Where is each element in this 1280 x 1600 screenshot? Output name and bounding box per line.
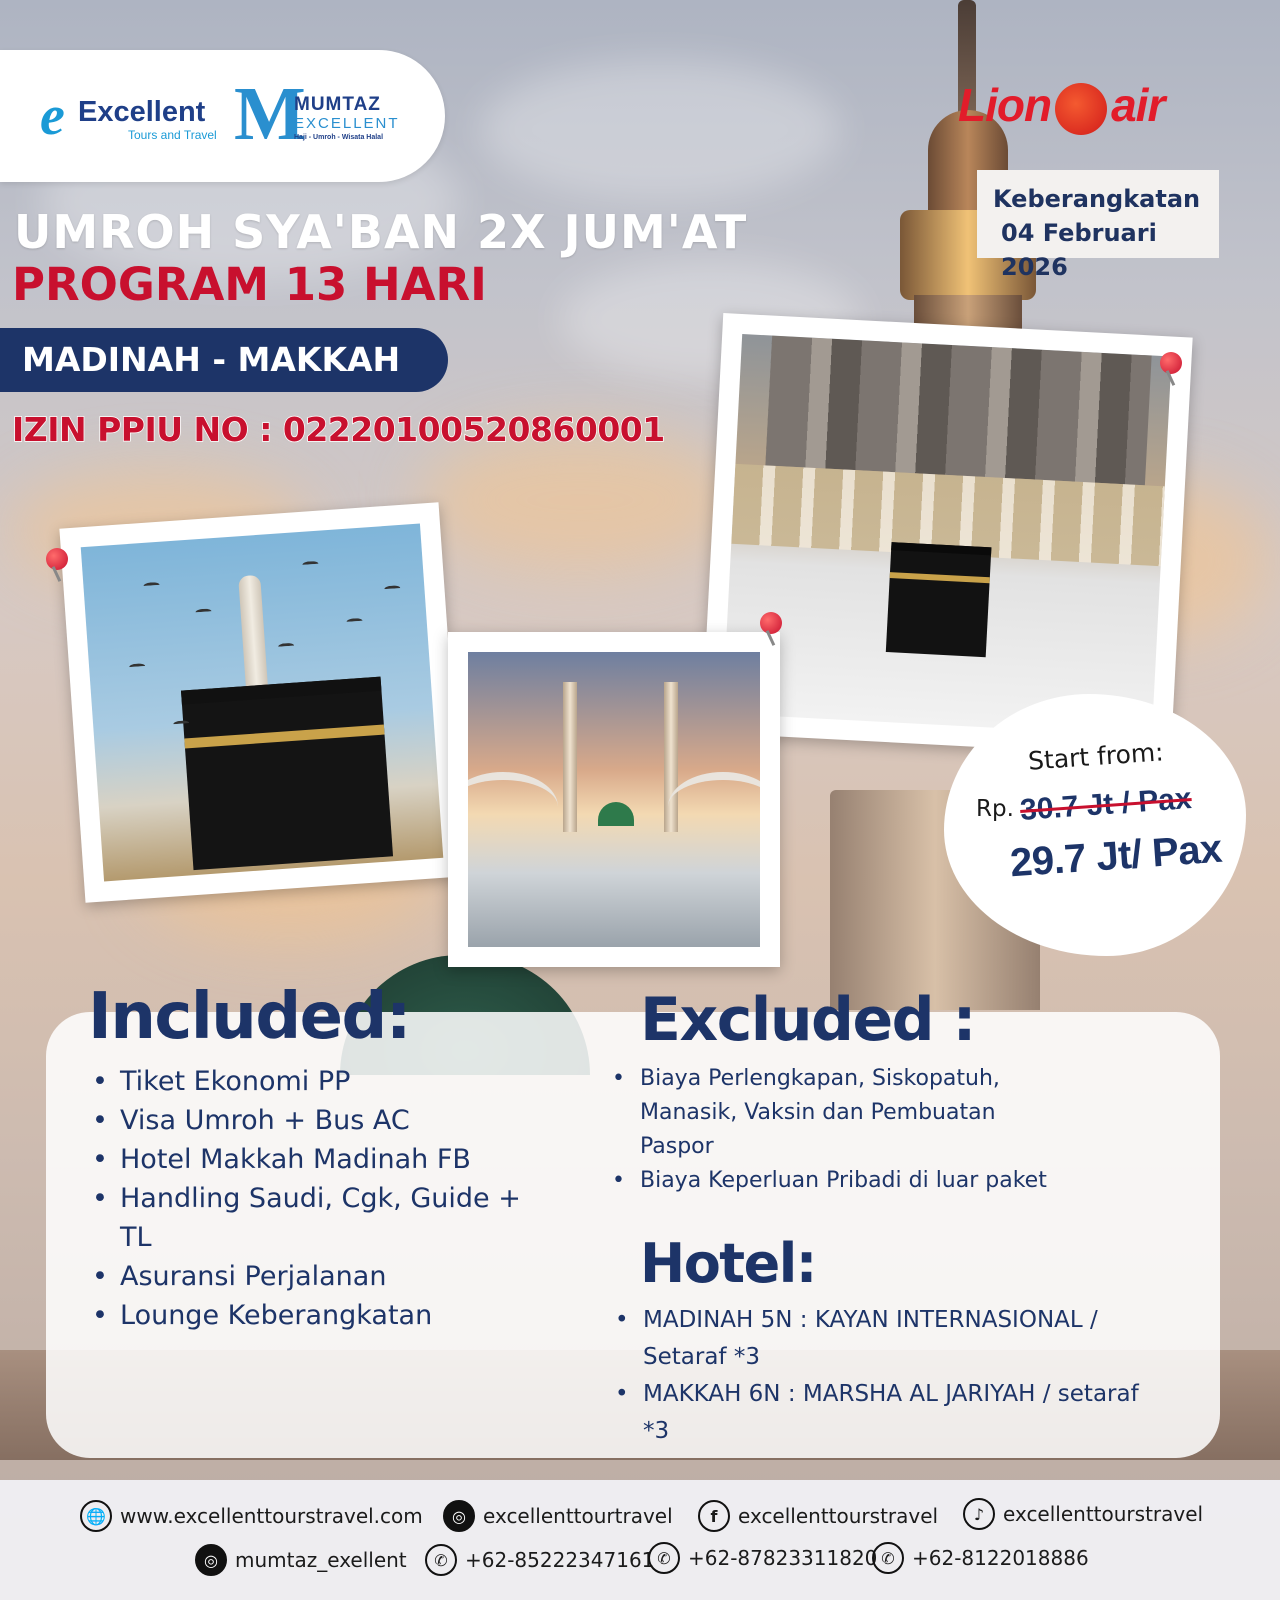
- instagram-link[interactable]: ◎ excellenttourtravel: [443, 1500, 673, 1532]
- phone-link-2[interactable]: ✆ +62-87823311820: [648, 1542, 877, 1574]
- excluded-heading: Excluded :: [640, 985, 976, 1055]
- program-title: UMROH SYA'BAN 2X JUM'AT: [14, 205, 748, 259]
- departure-box: [977, 170, 1219, 281]
- departure-date: 04 Februari 2026: [1001, 219, 1157, 281]
- list-item: • MAKKAH 6N : MARSHA AL JARIYAH / setaraf *3: [643, 1376, 1163, 1450]
- phone-link-1[interactable]: ✆ +62-85222347161: [425, 1544, 654, 1576]
- list-item: • Handling Saudi, Cgk, Guide + TL: [120, 1179, 550, 1257]
- ppiu-license: IZIN PPIU NO : 02220100520860001: [12, 410, 665, 449]
- excellent-logo: e Excellent Tours and Travel: [40, 85, 217, 147]
- contact-footer: [0, 1480, 1280, 1600]
- pin-icon: [1160, 352, 1182, 374]
- photo-kaaba-birds: [59, 502, 464, 903]
- phone-icon: ✆: [425, 1544, 457, 1576]
- pin-icon: [760, 612, 782, 634]
- route-banner: [0, 328, 448, 392]
- lion-head-icon: [1055, 83, 1107, 135]
- list-item: • Tiket Ekonomi PP: [120, 1062, 550, 1101]
- hotel-list: [643, 1302, 1163, 1450]
- instagram-icon: ◎: [195, 1544, 227, 1576]
- phone-icon: ✆: [648, 1542, 680, 1574]
- old-price: 30.7 Jt / Pax: [1019, 782, 1193, 827]
- list-item: • Asuransi Perjalanan: [120, 1257, 550, 1296]
- facebook-link[interactable]: f excellenttourstravel: [698, 1500, 938, 1532]
- phone-link-3[interactable]: ✆ +62-8122018886: [872, 1542, 1089, 1574]
- instagram-icon: ◎: [443, 1500, 475, 1532]
- departure-label: Keberangkatan: [993, 185, 1201, 213]
- list-item: • Lounge Keberangkatan: [120, 1296, 550, 1335]
- list-item: • Hotel Makkah Madinah FB: [120, 1140, 550, 1179]
- logo-panel: [0, 50, 445, 182]
- included-list: [120, 1062, 550, 1335]
- tiktok-icon: ♪: [963, 1498, 995, 1530]
- price-label: Start from:: [1027, 737, 1165, 776]
- pin-icon: [46, 548, 68, 570]
- price-currency: Rp.: [976, 796, 1014, 822]
- list-item: • Biaya Perlengkapan, Siskopatuh, Manasik, Vaksin dan Pembuatan Paspor: [640, 1062, 1060, 1164]
- program-duration: PROGRAM 13 HARI: [12, 258, 487, 311]
- globe-icon: 🌐: [80, 1500, 112, 1532]
- price-badge: [950, 700, 1240, 950]
- phone-icon: ✆: [872, 1542, 904, 1574]
- hotel-heading: Hotel:: [640, 1232, 816, 1295]
- facebook-icon: f: [698, 1500, 730, 1532]
- list-item: • MADINAH 5N : KAYAN INTERNASIONAL / Setaraf *3: [643, 1302, 1163, 1376]
- excluded-list: [640, 1062, 1060, 1198]
- included-heading: Included:: [88, 980, 410, 1054]
- list-item: • Biaya Keperluan Pribadi di luar paket: [640, 1164, 1060, 1198]
- route-label: MADINAH - MAKKAH: [22, 340, 401, 379]
- mumtaz-logo: M MUMTAZ EXCELLENT Haji - Umroh - Wisata Halal: [234, 72, 400, 156]
- instagram2-link[interactable]: ◎ mumtaz_exellent: [195, 1544, 407, 1576]
- tiktok-link[interactable]: ♪ excellenttourstravel: [963, 1498, 1203, 1530]
- website-link[interactable]: 🌐 www.excellenttourstravel.com: [80, 1500, 423, 1532]
- lion-air-logo: Lion air: [958, 78, 1164, 135]
- list-item: • Visa Umroh + Bus AC: [120, 1101, 550, 1140]
- new-price: 29.7 Jt/ Pax: [1008, 826, 1224, 886]
- photo-nabawi: [448, 632, 780, 967]
